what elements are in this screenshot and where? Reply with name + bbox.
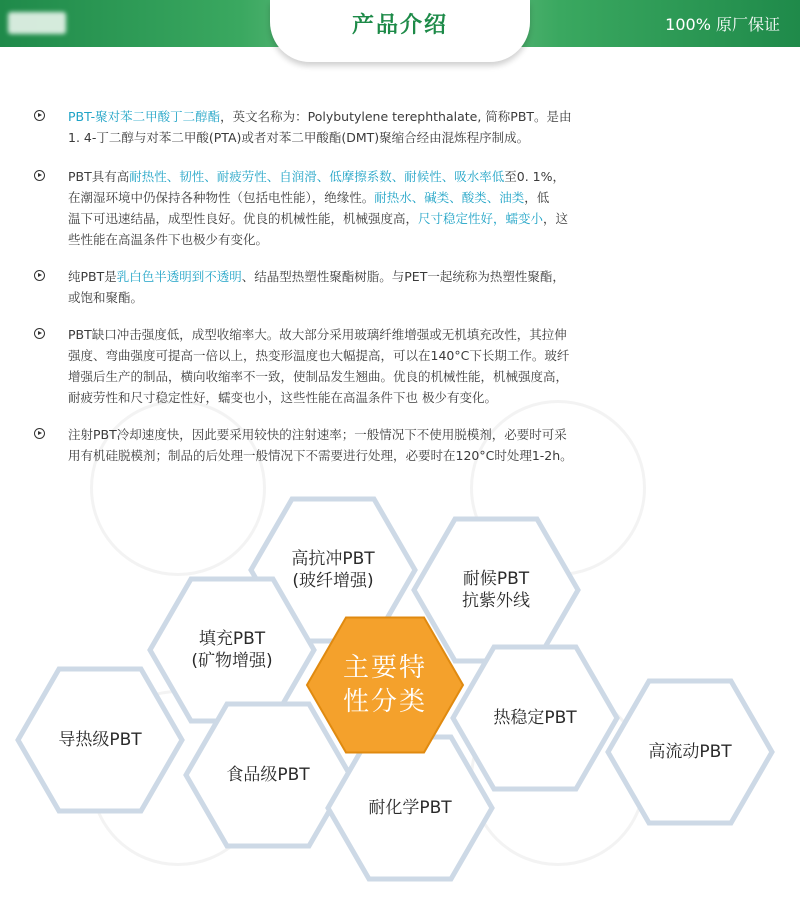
play-circle-icon <box>34 270 45 281</box>
paragraph-line <box>68 387 774 408</box>
header-bar <box>0 0 800 47</box>
header-title-tab <box>270 0 530 62</box>
body-text: 1. 4-丁二醇与对苯二甲酸(PTA)或者对苯二甲酸酯(DMT)聚缩合经由混炼程序制成。 <box>68 130 530 145</box>
play-circle-icon <box>34 428 45 439</box>
body-text: 、结晶型热塑性聚酯树脂。与PET一起统称为热塑性聚酯， <box>241 269 565 284</box>
body-text: 增强后生产的制品，横向收缩率不一致，使制品发生翘曲。优良的机械性能，机械强度高， <box>68 369 569 384</box>
body-text: ，低 <box>524 190 550 205</box>
page-title: 产品介绍 <box>351 12 448 38</box>
paragraph-text <box>68 424 774 466</box>
intro-paragraph-2 <box>34 166 774 250</box>
body-text: 耐疲劳性和尺寸稳定性好，蠕变也小，这些性能在高温条件下也 极少有变化。 <box>68 390 497 405</box>
highlighted-text: 尺寸稳定性好，蠕变小 <box>418 211 544 226</box>
hexagon-label: 导热级PBT <box>58 730 142 750</box>
guarantee-text: 100% 原厂保证 <box>665 15 780 34</box>
hexagon-label: 高抗冲PBT (玻纤增强) <box>291 549 375 591</box>
body-text: 温下可迅速结晶，成型性良好。优良的机械性能，机械强度高， <box>68 211 419 226</box>
body-text: ，英文名称为：Polybutylene terephthalate, 简称PBT。是由 <box>220 109 572 124</box>
property-classification-diagram <box>0 490 800 900</box>
paragraph-line <box>68 187 774 208</box>
center-hexagon-label: 主要特 性分类 <box>342 653 428 717</box>
highlighted-text: 耐热性、韧性、耐疲劳性、自润滑、低摩擦系数、耐候性、吸水率低 <box>129 169 505 184</box>
hexagon-label: 食品级PBT <box>226 765 310 785</box>
blurred-logo <box>8 12 66 34</box>
paragraph-line <box>68 166 774 187</box>
body-text: 些性能在高温条件下也极少有变化。 <box>68 232 269 247</box>
paragraph-line <box>68 445 774 466</box>
paragraph-text <box>68 324 774 408</box>
paragraph-line <box>68 208 774 229</box>
intro-paragraph-1 <box>34 106 774 148</box>
paragraph-line <box>68 127 774 148</box>
body-text: PBT具有高 <box>68 169 130 184</box>
paragraph-line <box>68 106 774 127</box>
highlighted-text: 乳白色半透明到不透明 <box>116 269 242 284</box>
hexagon-label: 耐候PBT 抗紫外线 <box>462 569 530 611</box>
paragraph-text <box>68 266 774 308</box>
paragraph-line <box>68 366 774 387</box>
play-circle-icon <box>34 170 45 181</box>
body-text: ，这 <box>543 211 569 226</box>
paragraph-text <box>68 106 774 148</box>
play-circle-icon <box>34 110 45 121</box>
body-text: 在潮湿环境中仍保持各种物性（包括电性能），绝缘性。 <box>68 190 375 205</box>
paragraph-line <box>68 266 774 287</box>
body-text: 注射PBT冷却速度快，因此要采用较快的注射速率；一般情况下不使用脱模剂，必要时可采 <box>68 427 567 442</box>
intro-paragraph-4 <box>34 324 774 408</box>
body-text: PBT缺口冲击强度低，成型收缩率大。故大部分采用玻璃纤维增强或无机填充改性，其拉伸 <box>68 327 567 342</box>
paragraph-line <box>68 324 774 345</box>
highlighted-text: 耐热水、碱类、酸类、油类 <box>374 190 525 205</box>
body-text: 纯PBT是 <box>68 269 117 284</box>
paragraph-text <box>68 166 774 250</box>
intro-paragraph-3 <box>34 266 774 308</box>
paragraph-line <box>68 424 774 445</box>
body-text: 强度、弯曲强度可提高一倍以上，热变形温度也大幅提高，可以在140°C下长期工作。玻纤 <box>68 348 570 363</box>
hexagon-label: 高流动PBT <box>648 742 732 762</box>
hexagon-label: 热稳定PBT <box>493 708 577 728</box>
body-text: 至0. 1%， <box>504 169 565 184</box>
highlighted-text: PBT-聚对苯二甲酸丁二醇酯 <box>68 109 221 124</box>
paragraph-line <box>68 229 774 250</box>
body-text: 或饱和聚酯。 <box>68 290 144 305</box>
paragraph-line <box>68 345 774 366</box>
intro-paragraph-5 <box>34 424 774 466</box>
paragraph-line <box>68 287 774 308</box>
hexagon-label: 填充PBT (矿物增强) <box>191 629 273 671</box>
play-circle-icon <box>34 328 45 339</box>
body-text: 用有机硅脱模剂；制品的后处理一般情况下不需要进行处理，必要时在120°C时处理1-2h。 <box>68 448 573 463</box>
hexagon-label: 耐化学PBT <box>368 798 452 818</box>
